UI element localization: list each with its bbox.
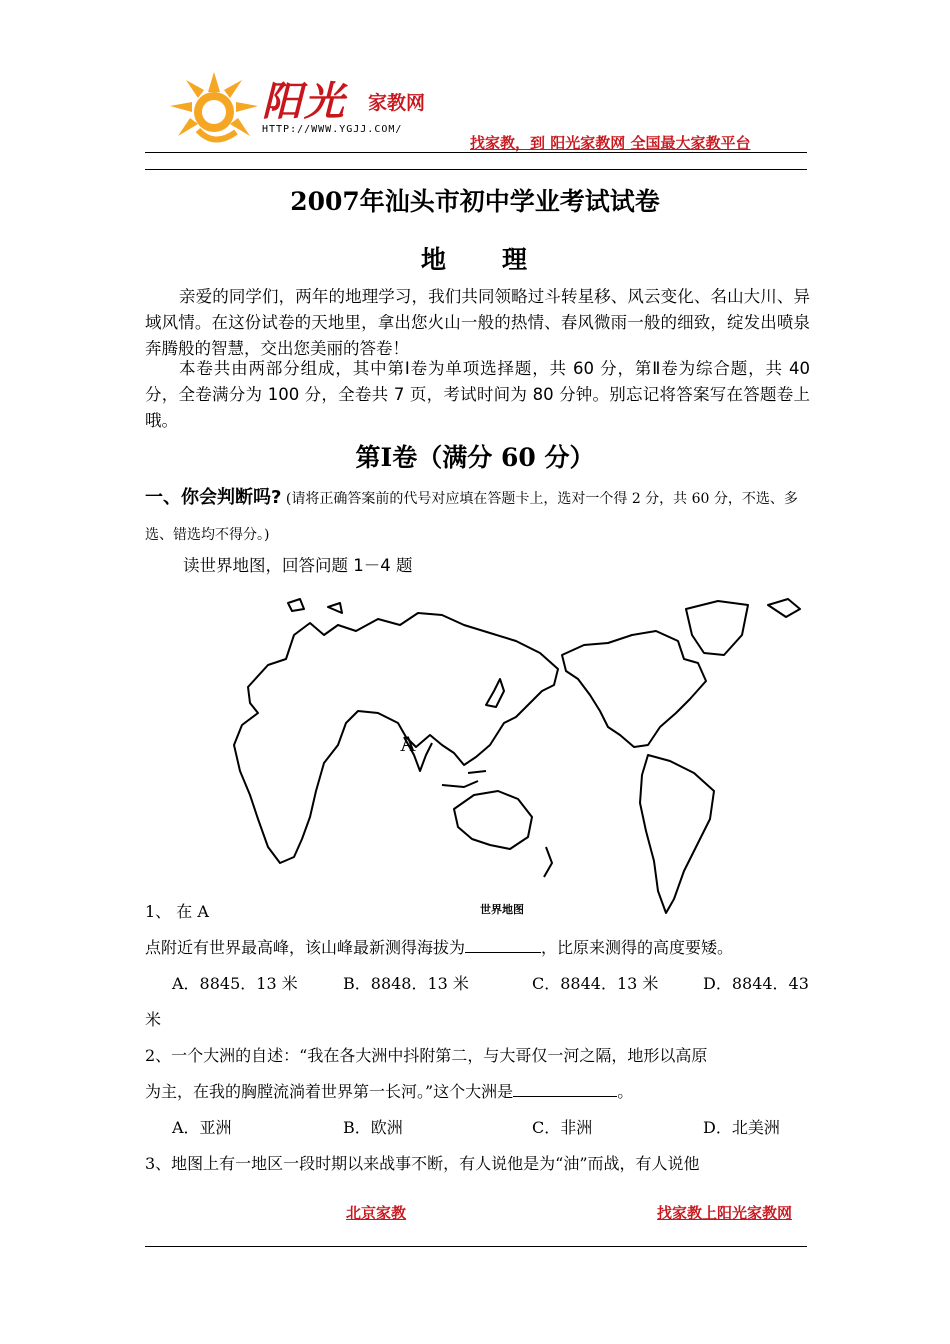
eurasia-africa-outline	[234, 613, 558, 863]
logo-title: 阳光	[262, 79, 346, 125]
question-1-stem: 点附近有世界最高峰，该山峰最新测得海拔为	[145, 938, 466, 957]
exam-subject: 地 理	[420, 245, 529, 274]
australia-outline	[454, 791, 532, 849]
question-2-line-2	[145, 1074, 815, 1110]
question-2-option-d[interactable]: D．北美洲	[703, 1118, 780, 1137]
question-2-option-c[interactable]: C．非洲	[532, 1118, 593, 1137]
logo-subtitle: 家教网	[368, 92, 426, 114]
japan-outline	[486, 679, 504, 707]
question-1-line-1: 1、 在 A	[145, 902, 209, 921]
header-rule-1	[145, 152, 807, 153]
question-2-option-b[interactable]: B．欧洲	[343, 1118, 403, 1137]
new-zealand-outline	[544, 847, 552, 877]
map-label-a: A	[400, 731, 416, 756]
intro-paragraph-2: 本卷共由两部分组成，其中第Ⅰ卷为单项选择题，共 60 分，第Ⅱ卷为综合题，共 40 分，全卷满分为 100 分，全卷共 7 页，考试时间为 80 分钟。别忘记将答案写在答题卷上哦。	[145, 359, 810, 430]
section-title: 一、你会判断吗?	[145, 487, 282, 508]
world-map-figure	[228, 595, 806, 917]
question-1-stem-end: ，比原来测得的高度要矮。	[541, 938, 734, 957]
footer-rule	[145, 1246, 807, 1247]
question-2-line-1: 2、一个大洲的自述：“我在各大洲中抖附第二，与大哥仅一河之隔，地形以高原	[145, 1046, 708, 1065]
sun-logo-icon	[168, 70, 260, 150]
read-map-instruction: 读世界地图，回答问题 1－4 题	[183, 556, 413, 575]
greenland-outline	[686, 601, 748, 655]
question-1-option-d[interactable]: D．8844．43	[703, 974, 809, 993]
question-1-line-2	[145, 930, 815, 966]
south-america-outline	[640, 755, 714, 913]
question-2-options	[145, 1110, 815, 1146]
part-title: 第Ⅰ卷（满分 60 分）	[355, 443, 595, 472]
question-1-option-b[interactable]: B．8848．13 米	[343, 974, 469, 993]
question-2-option-a[interactable]: A．亚洲	[172, 1118, 232, 1137]
question-2-answer-blank[interactable]	[513, 1080, 617, 1097]
header-rule-2	[145, 169, 807, 170]
north-america-outline	[562, 631, 706, 747]
section-heading	[145, 480, 815, 553]
map-caption: 世界地图	[480, 903, 524, 916]
question-2-stem: 为主，在我的胸膛流淌着世界第一长河。”这个大洲是	[145, 1082, 514, 1101]
question-1-option-c[interactable]: C．8844．13 米	[532, 974, 659, 993]
question-1-answer-blank[interactable]	[465, 936, 541, 953]
question-1-option-tail: 米	[145, 1010, 162, 1029]
footer-left-link[interactable]: 北京家教	[346, 1204, 407, 1222]
indonesia-outline	[442, 771, 486, 787]
question-2-stem-end: 。	[617, 1082, 634, 1101]
question-1-options	[145, 966, 815, 1002]
exam-title: 2007年汕头市初中学业考试试卷	[290, 187, 660, 216]
question-1-option-a[interactable]: A．8845．13 米	[172, 974, 298, 993]
footer-right-link[interactable]: 找家教上阳光家教网	[657, 1204, 793, 1222]
section-note: (请将正确答案前的代号对应填在答题卡上，选对一个得 2 分，共 60 分，不选、多选、错选均不得分。)	[145, 491, 798, 543]
logo-url: HTTP://WWW.YGJJ.COM/	[262, 124, 403, 135]
intro-paragraph-1: 亲爱的同学们，两年的地理学习，我们共同领略过斗转星移、风云变化、名山大川、异域风情。在这份试卷的天地里，拿出您火山一般的热情、春风微雨一般的细致，绽发出喷泉奔腾般的智慧，交出您美丽的答卷！	[145, 287, 810, 358]
question-3-line-1: 3、地图上有一地区一段时期以来战事不断，有人说他是为“油”而战，有人说他	[145, 1154, 700, 1173]
header-slogan-link[interactable]: 找家教，到 阳光家教网 全国最大家教平台	[470, 134, 751, 152]
